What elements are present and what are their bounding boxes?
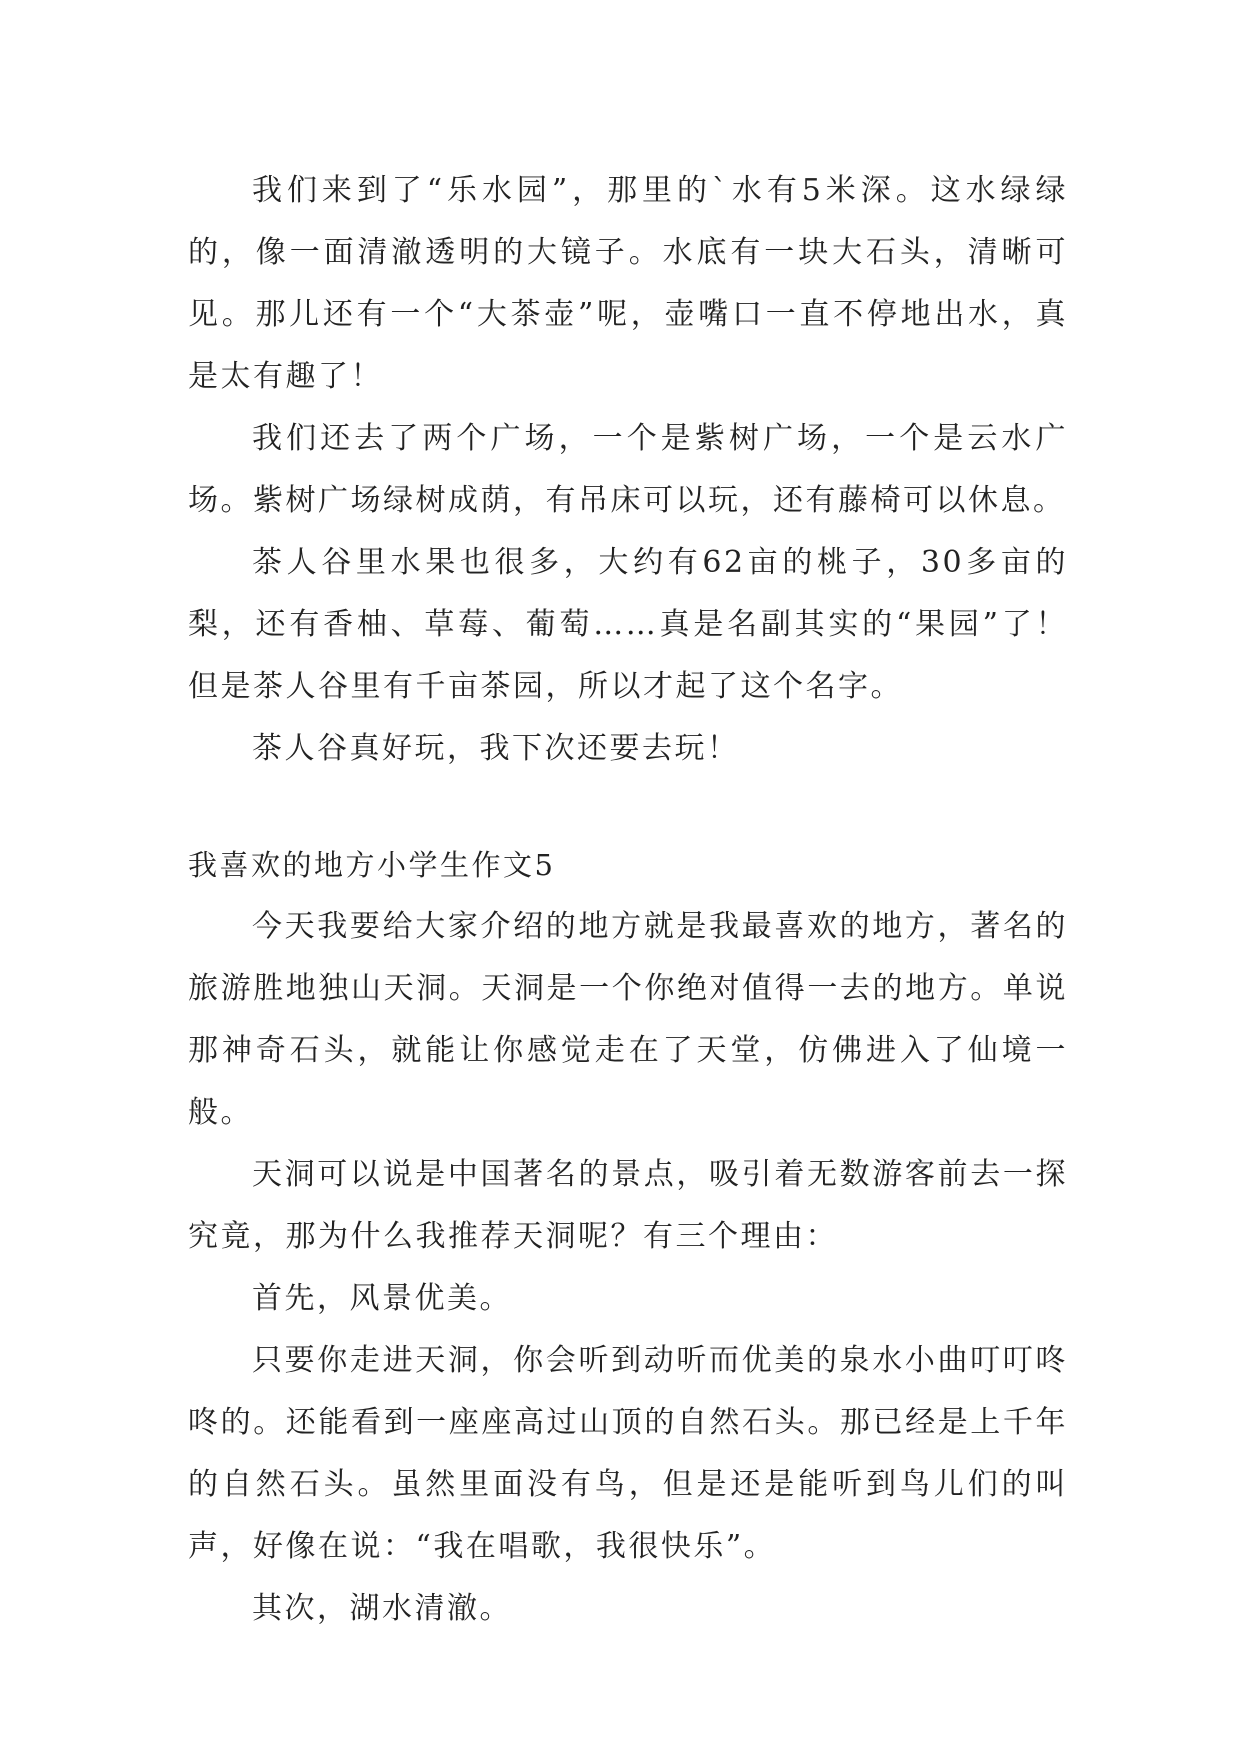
paragraph-fruits: 茶人谷里水果也很多，大约有62亩的桃子，30多亩的梨，还有香柚、草莓、葡萄……真是名副其实的“果园”了！但是茶人谷里有千亩茶园，所以才起了这个名字。	[188, 545, 1068, 704]
paragraph-second-reason: 其次，湖水清澈。	[252, 1591, 512, 1626]
paragraph-reasons: 天洞可以说是中国著名的景点，吸引着无数游客前去一探究竟，那为什么我推荐天洞呢？有三个理由：	[188, 1157, 1068, 1254]
document-body	[188, 160, 1068, 1640]
paragraph-conclusion: 茶人谷真好玩，我下次还要去玩！	[252, 731, 740, 766]
paragraph-first-reason: 首先，风景优美。	[252, 1281, 512, 1316]
paragraph-scenery: 只要你走进天洞，你会听到动听而优美的泉水小曲叮叮咚咚的。还能看到一座座高过山顶的自然石头。那已经是上千年的自然石头。虽然里面没有鸟，但是还是能听到鸟儿们的叫声，好像在说：“我在唱歌，我很快乐”。	[188, 1343, 1068, 1564]
paragraph-intro: 今天我要给大家介绍的地方就是我最喜欢的地方，著名的旅游胜地独山天洞。天洞是一个你绝对值得一去的地方。单说那神奇石头，就能让你感觉走在了天堂，仿佛进入了仙境一般。	[188, 909, 1068, 1130]
paragraph-squares: 我们还去了两个广场，一个是紫树广场，一个是云水广场。紫树广场绿树成荫，有吊床可以玩，还有藤椅可以休息。	[188, 421, 1068, 518]
essay-title: 我喜欢的地方小学生作文5	[188, 848, 556, 882]
paragraph-leshuiyuan: 我们来到了“乐水园”，那里的`水有5米深。这水绿绿的，像一面清澈透明的大镜子。水底有一块大石头，清晰可见。那儿还有一个“大茶壶”呢，壶嘴口一直不停地出水，真是太有趣了！	[188, 173, 1068, 394]
